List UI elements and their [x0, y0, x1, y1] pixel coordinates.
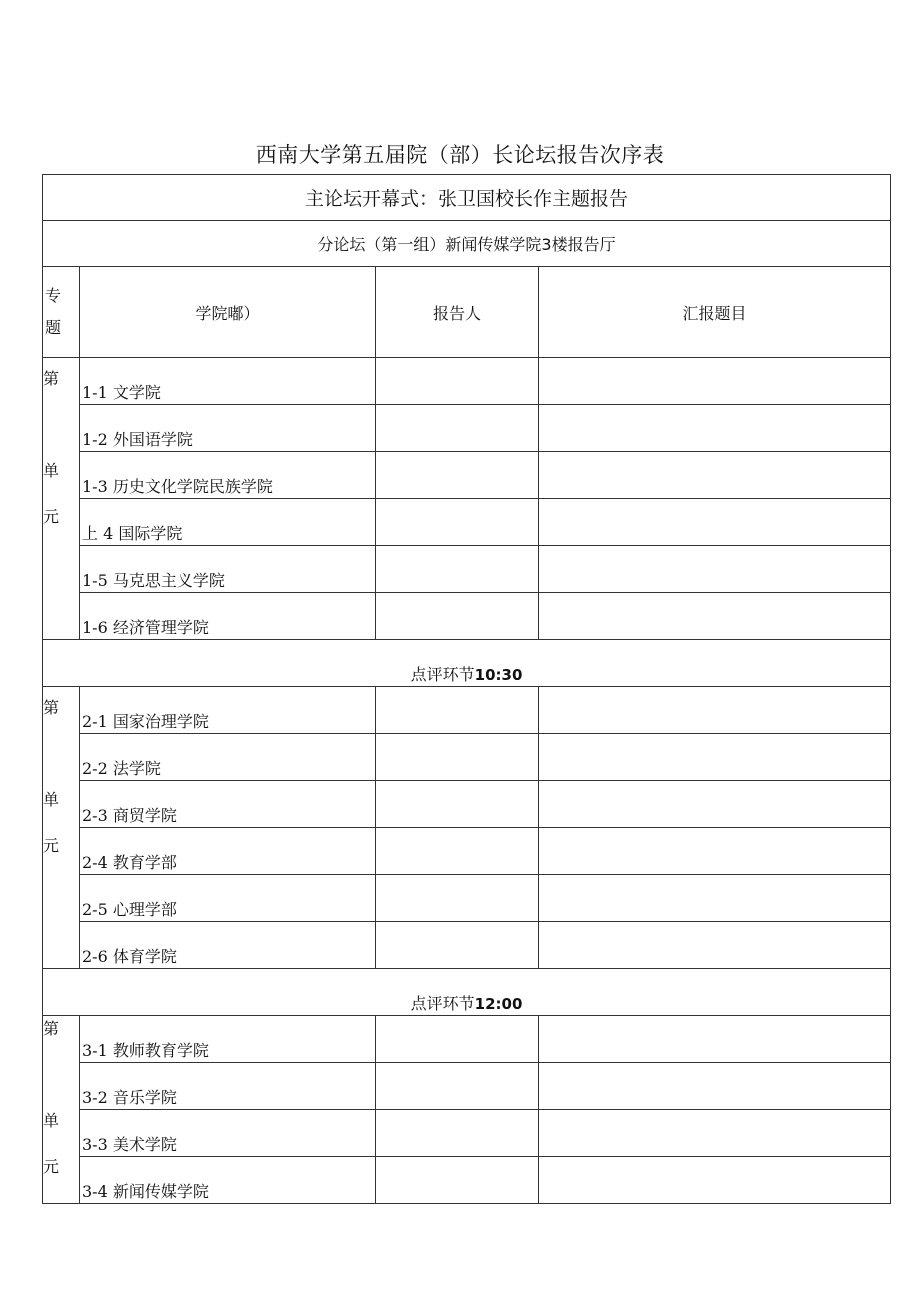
report-title-cell[interactable] [539, 358, 891, 405]
college-cell: 3-2 音乐学院 [80, 1063, 376, 1110]
header-college: 学院嘟） [80, 267, 376, 358]
reporter-cell[interactable] [376, 405, 539, 452]
reporter-cell[interactable] [376, 546, 539, 593]
table-row [43, 1110, 891, 1157]
unit-label-char: 第 [43, 369, 60, 388]
main-forum-row [43, 175, 891, 221]
header-topic-top: 专 [45, 286, 62, 305]
review-row-2 [43, 969, 891, 1016]
college-cell: 2-5 心理学部 [80, 875, 376, 922]
unit-label-char: 元 [43, 836, 60, 855]
report-title-cell[interactable] [539, 593, 891, 640]
table-row [43, 593, 891, 640]
review-time: 10:30 [474, 666, 523, 684]
report-title-cell[interactable] [539, 546, 891, 593]
reporter-cell[interactable] [376, 734, 539, 781]
report-title-cell[interactable] [539, 1110, 891, 1157]
reporter-cell[interactable] [376, 1063, 539, 1110]
reporter-cell[interactable] [376, 499, 539, 546]
review-time: 12:00 [474, 995, 523, 1013]
reporter-cell[interactable] [376, 1110, 539, 1157]
report-title-cell[interactable] [539, 1016, 891, 1063]
sub-forum-cell: 分论坛（第一组）新闻传媒学院3楼报告厅 [43, 221, 891, 267]
table-row [43, 922, 891, 969]
college-cell: 1-1 文学院 [80, 358, 376, 405]
college-cell: 2-2 法学院 [80, 734, 376, 781]
unit-label-char: 单 [43, 790, 60, 809]
report-title-cell[interactable] [539, 875, 891, 922]
college-cell: 2-4 教育学部 [80, 828, 376, 875]
table-row [43, 828, 891, 875]
header-report-title: 汇报题目 [539, 267, 891, 358]
table-row [43, 734, 891, 781]
review-cell [43, 969, 891, 1016]
college-cell: 1-2 外国语学院 [80, 405, 376, 452]
reporter-cell[interactable] [376, 593, 539, 640]
college-cell: 3-1 教师教育学院 [80, 1016, 376, 1063]
college-cell: 2-3 商贸学院 [80, 781, 376, 828]
table-row [43, 1063, 891, 1110]
unit-2-label [43, 687, 80, 969]
header-row [43, 267, 891, 358]
table-row [43, 405, 891, 452]
report-title-cell[interactable] [539, 734, 891, 781]
college-cell: 3-3 美术学院 [80, 1110, 376, 1157]
college-cell: 1-5 马克思主义学院 [80, 546, 376, 593]
report-title-cell[interactable] [539, 1063, 891, 1110]
report-title-cell[interactable] [539, 687, 891, 734]
unit-label-char: 元 [43, 1157, 60, 1176]
table-row [43, 1016, 891, 1063]
unit-1-label [43, 358, 80, 640]
main-forum-cell: 主论坛开幕式：张卫国校长作主题报告 [43, 175, 891, 221]
header-topic-bottom: 题 [45, 318, 62, 337]
reporter-cell[interactable] [376, 1016, 539, 1063]
college-cell: 2-1 国家治理学院 [80, 687, 376, 734]
report-title-cell[interactable] [539, 781, 891, 828]
header-reporter: 报告人 [376, 267, 539, 358]
sub-forum-row [43, 221, 891, 267]
table-row [43, 1157, 891, 1204]
report-title-cell[interactable] [539, 922, 891, 969]
report-title-cell[interactable] [539, 452, 891, 499]
table-row [43, 499, 891, 546]
table-row [43, 358, 891, 405]
table-row [43, 875, 891, 922]
report-title-cell[interactable] [539, 828, 891, 875]
report-title-cell[interactable] [539, 1157, 891, 1204]
reporter-cell[interactable] [376, 875, 539, 922]
reporter-cell[interactable] [376, 781, 539, 828]
table-row [43, 687, 891, 734]
unit-3-label [43, 1016, 80, 1204]
review-cell [43, 640, 891, 687]
reporter-cell[interactable] [376, 1157, 539, 1204]
header-topic [43, 267, 80, 358]
reporter-cell[interactable] [376, 828, 539, 875]
review-row-1 [43, 640, 891, 687]
college-cell: 上 4 国际学院 [80, 499, 376, 546]
report-title-cell[interactable] [539, 405, 891, 452]
reporter-cell[interactable] [376, 452, 539, 499]
reporter-cell[interactable] [376, 922, 539, 969]
document-title: 西南大学第五届院（部）长论坛报告次序表 [255, 143, 665, 167]
college-cell: 1-3 历史文化学院民族学院 [80, 452, 376, 499]
review-label: 点评环节 [410, 994, 475, 1013]
unit-label-char: 元 [43, 507, 60, 526]
review-label: 点评环节 [410, 665, 475, 684]
unit-label-char: 第 [43, 698, 60, 717]
college-cell: 3-4 新闻传媒学院 [80, 1157, 376, 1204]
reporter-cell[interactable] [376, 358, 539, 405]
reporter-cell[interactable] [376, 687, 539, 734]
schedule-table [42, 174, 891, 1204]
table-row [43, 452, 891, 499]
college-cell: 2-6 体育学院 [80, 922, 376, 969]
unit-label-char: 单 [43, 461, 60, 480]
college-cell: 1-6 经济管理学院 [80, 593, 376, 640]
unit-label-char: 第 [43, 1019, 60, 1038]
unit-label-char: 单 [43, 1111, 60, 1130]
table-row [43, 781, 891, 828]
table-row [43, 546, 891, 593]
report-title-cell[interactable] [539, 499, 891, 546]
